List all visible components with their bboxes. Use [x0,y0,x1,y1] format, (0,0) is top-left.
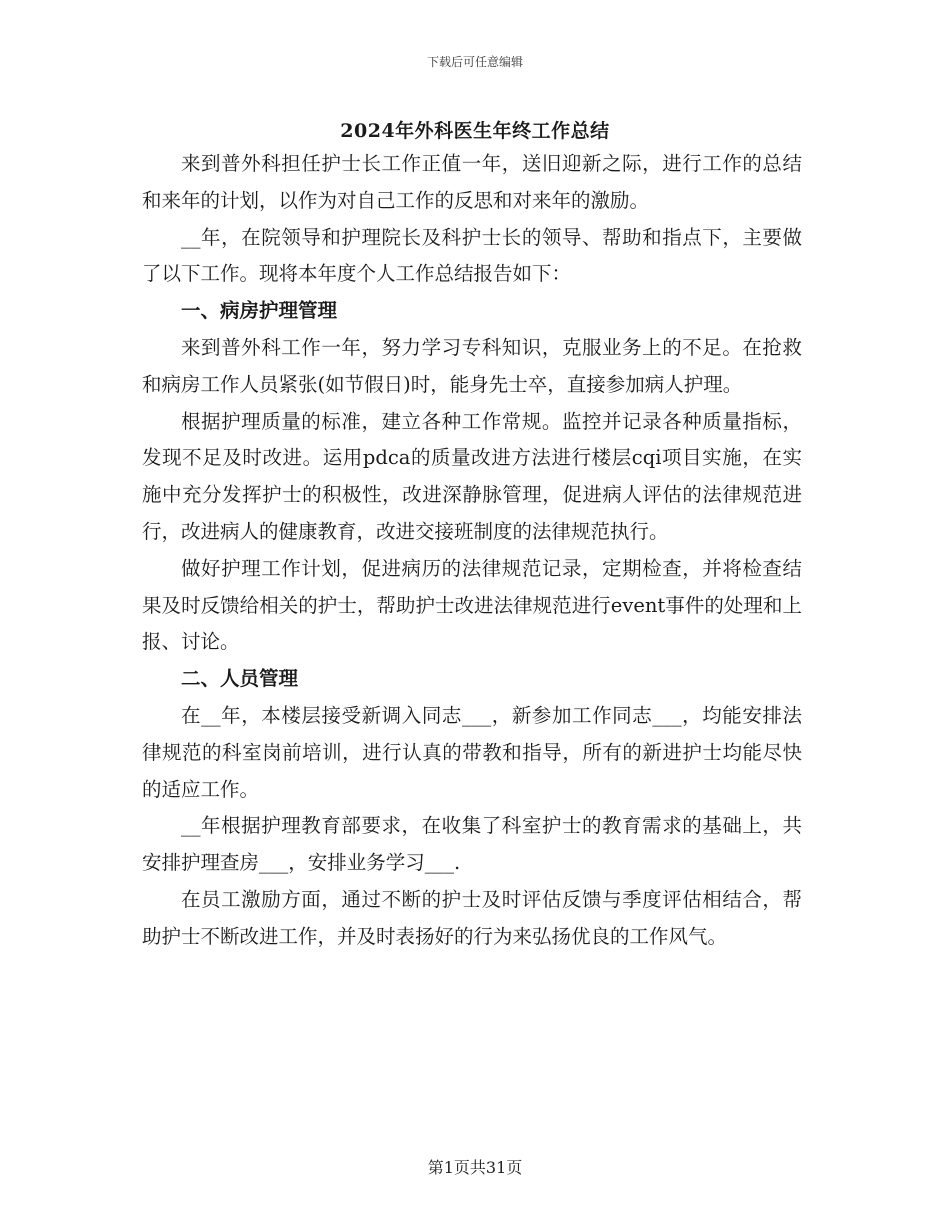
paragraph-staff-2: __年根据护理教育部要求，在收集了科室护士的教育需求的基础上，共安排护理查房___，安排业务学习___. [142,814,802,875]
paragraph-staff-1: 在__年，本楼层接受新调入同志___，新参加工作同志___，均能安排法律规范的科室岗前培训，进行认真的带教和指导，所有的新进护士均能尽快的适应工作。 [142,703,802,801]
paragraph-ward-1: 来到普外科工作一年，努力学习专科知识，克服业务上的不足。在抢救和病房工作人员紧张(如节假日)时，能身先士卒，直接参加病人护理。 [142,335,802,396]
paragraph-staff-3: 在员工激励方面，通过不断的护士及时评估反馈与季度评估相结合，帮助护士不断改进工作，并及时表扬好的行为来弘扬优良的工作风气。 [142,887,802,948]
paragraph-ward-3: 做好护理工作计划，促进病历的法律规范记录，定期检查，并将检查结果及时反馈给相关的护士，帮助护士改进法律规范进行event事件的处理和上报、讨论。 [142,556,802,654]
document-title: 2024年外科医生年终工作总结 [340,120,610,142]
page-number: 第1页共31页 [427,1158,523,1177]
section-heading-staff-management: 二、人员管理 [181,667,299,691]
paragraph-overview: __年，在院领导和护理院长及科护士长的领导、帮助和指点下，主要做了以下工作。现将本年度个人工作总结报告如下： [142,225,802,286]
paragraph-intro: 来到普外科担任护士长工作正值一年，送旧迎新之际，进行工作的总结和来年的计划，以作为对自己工作的反思和对来年的激励。 [142,152,802,212]
document-body [142,146,802,956]
section-heading-ward-management: 一、病房护理管理 [181,299,338,323]
paragraph-ward-2: 根据护理质量的标准，建立各种工作常规。监控并记录各种质量指标，发现不足及时改进。运用pdca的质量改进方法进行楼层cqi项目实施，在实施中充分发挥护士的积极性，改进深静脉管理，促进病人评估的法律规范进行，改进病人的健康教育，改进交接班制度的法律规范执行。 [142,409,802,543]
header-note: 下载后可任意编辑 [426,55,523,69]
